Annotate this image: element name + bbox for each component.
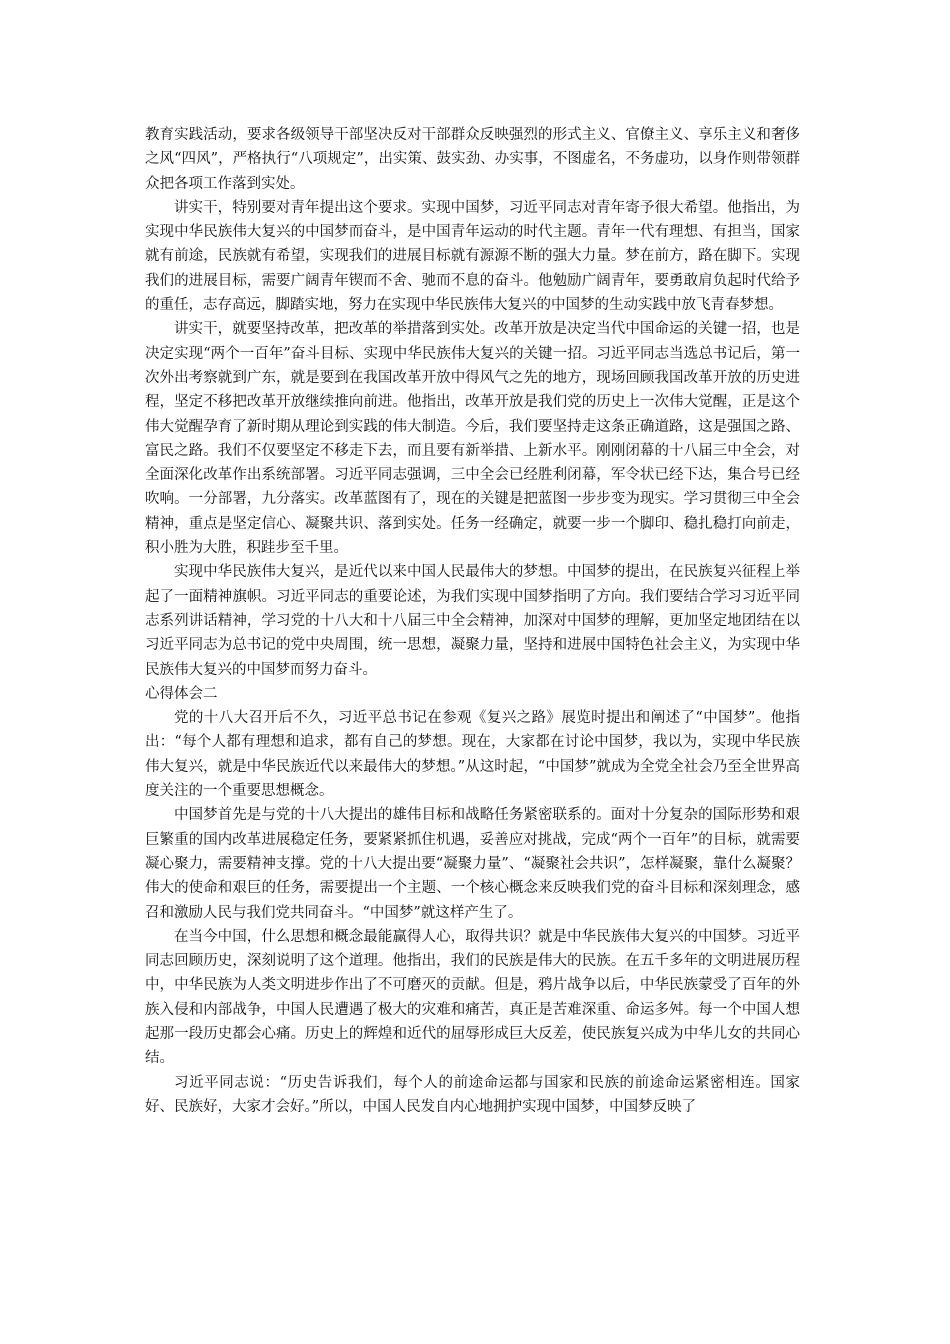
section-heading: 心得体会二 xyxy=(145,685,218,702)
paragraph-5: 党的十八大召开后不久，习近平总书记在参观《复兴之路》展览时提出和阐述了“中国梦”。他指出：“每个人都有理想和追求，都有自己的梦想。现在，大家都在讨论中国梦，我以为，实现中华民族伟大复兴，就是中华民族近代以来最伟大的梦想。”从这时起，“中国梦”就成为全党全社会乃至全世界高度关注的一个重要思想概念。 xyxy=(145,710,800,800)
paragraph-2: 讲实干，特别要对青年提出这个要求。实现中国梦，习近平同志对青年寄予很大希望。他指出，为实现中华民族伟大复兴的中国梦而奋斗，是中国青年运动的时代主题。青年一代有理想、有担当，国家就有前途，民族就有希望，实现我们的进展目标就有源源不断的强大力量。梦在前方，路在脚下。实现我们的进展目标，需要广阔青年锲而不舍、驰而不息的奋斗。他勉励广阔青年，要勇敢肩负起时代给予的重任，志存高远，脚踏实地，努力在实现中华民族伟大复兴的中国梦的生动实践中放飞青春梦想。 xyxy=(145,199,800,314)
paragraph-3: 讲实干，就要坚持改革，把改革的举措落到实处。改革开放是决定当代中国命运的关键一招，也是决定实现“两个一百年”奋斗目标、实现中华民族伟大复兴的关键一招。习近平同志当选总书记后，第一次外出考察就到广东，就是要到在我国改革开放中得风气之先的地方，现场回顾我国改革开放的历史进程，坚定不移把改革开放继续推向前进。他指出，改革开放是我们党的历史上一次伟大觉醒，正是这个伟大觉醒孕育了新时期从理论到实践的伟大制造。今后，我们要坚持走这条正确道路，这是强国之路、富民之路。我们不仅要坚定不移走下去，而且要有新举措、上新水平。刚刚闭幕的十八届三中全会，对全面深化改革作出系统部署。习近平同志强调，三中全会已经胜利闭幕，军令状已经下达，集合号已经吹响。一分部署，九分落实。改革蓝图有了，现在的关键是把蓝图一步步变为现实。学习贯彻三中全会精神，重点是坚定信心、凝聚共识、落到实处。任务一经确定，就要一步一个脚印、稳扎稳打向前走，积小胜为大胜，积跬步至千里。 xyxy=(145,321,800,557)
paragraph-4: 实现中华民族伟大复兴，是近代以来中国人民最伟大的梦想。中国梦的提出，在民族复兴征程上举起了一面精神旗帜。习近平同志的重要论述，为我们实现中国梦指明了方向。我们要结合学习习近平同志系列讲话精神，学习党的十八大和十八届三中全会精神，加深对中国梦的理解，更加坚定地团结在以习近平同志为总书记的党中央周围，统一思想，凝聚力量，坚持和进展中国特色社会主义，为实现中华民族伟大复兴的中国梦而努力奋斗。 xyxy=(145,564,800,678)
paragraph-6: 中国梦首先是与党的十八大提出的雄伟目标和战略任务紧密联系的。面对十分复杂的国际形势和艰巨繁重的国内改革进展稳定任务，要紧紧抓住机遇，妥善应对挑战，完成“两个一百年”的目标，就需要凝心聚力，需要精神支撑。党的十八大提出要“凝聚力量”、“凝聚社会共识”，怎样凝聚，靠什么凝聚？伟大的使命和艰巨的任务，需要提出一个主题、一个核心概念来反映我们党的奋斗目标和深刻理念，感召和激励人民与我们党共同奋斗。“中国梦”就这样产生了。 xyxy=(145,807,800,921)
paragraph-8: 习近平同志说：“历史告诉我们，每个人的前途命运都与国家和民族的前途命运紧密相连。国家好、民族好，大家才会好。”所以，中国人民发自内心地拥护实现中国梦，中国梦反映了 xyxy=(145,1074,800,1115)
paragraph-1: 教育实践活动，要求各级领导干部坚决反对干部群众反映强烈的形式主义、官僚主义、享乐主义和奢侈之风“四风”，严格执行“八项规定”，出实策、鼓实劲、办实事，不图虚名，不务虚功，以身作则带领群众把各项工作落到实处。 xyxy=(145,127,800,192)
paragraph-7: 在当今中国，什么思想和概念最能赢得人心，取得共识？就是中华民族伟大复兴的中国梦。习近平同志回顾历史，深刻说明了这个道理。他指出，我们的民族是伟大的民族。在五千多年的文明进展历程中，中华民族为人类文明进步作出了不可磨灭的贡献。但是，鸦片战争以后，中华民族蒙受了百年的外族入侵和内部战争，中国人民遭遇了极大的灾难和痛苦，真正是苦难深重、命运多舛。每一个中国人想起那一段历史都会心痛。历史上的辉煌和近代的屈辱形成巨大反差，使民族复兴成为中华儿女的共同心结。 xyxy=(145,928,800,1067)
document-body xyxy=(145,123,800,1119)
